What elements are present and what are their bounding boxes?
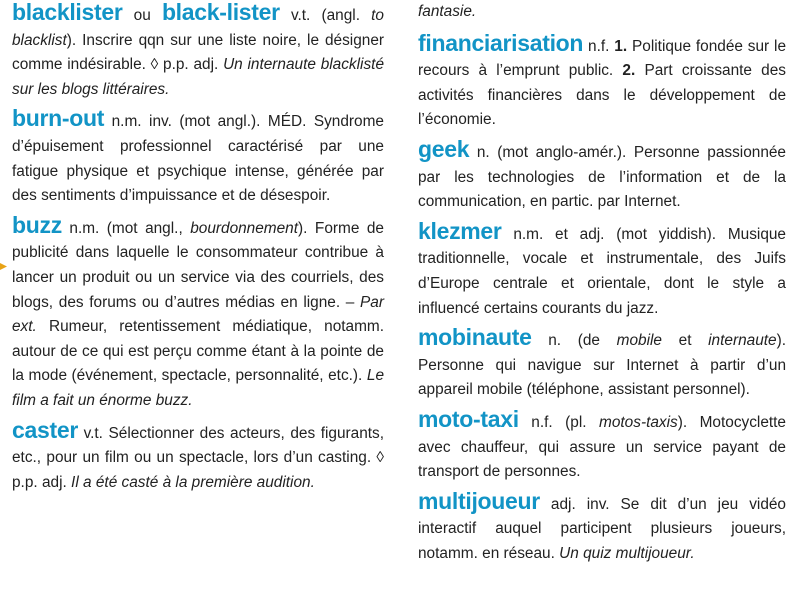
headword: caster bbox=[12, 416, 78, 443]
sense-number: 1. bbox=[614, 37, 628, 55]
entry-geek bbox=[418, 137, 786, 215]
conjunction: ou bbox=[133, 7, 151, 24]
definition: v.t. Sélectionner des acteurs, des figurants, etc., pour un film ou un spectacle, lors d’un casting. ◊ p.p. adj. bbox=[12, 424, 385, 491]
headword: multijoueur bbox=[418, 487, 540, 514]
continuation-text: fantasie. bbox=[418, 3, 477, 20]
definition: ). Personne qui navigue sur Internet à partir d’un appareil mobile (téléphone, assistant personnel). bbox=[418, 332, 787, 399]
etymology-prefix: n. (de bbox=[548, 332, 600, 350]
grammar: n.f. bbox=[588, 37, 610, 55]
grammar: n.m. (mot angl., bbox=[69, 219, 183, 237]
sense-number: 2. bbox=[622, 62, 636, 80]
headword: burn-out bbox=[12, 105, 105, 132]
extension-definition: Rumeur, retentissement médiatique, notamm. autour de ce qui est perçu comme étant à la pointe de la mode (événement, spectacle, personnalité, etc.). bbox=[12, 318, 385, 385]
example: Il a été casté à la première audition. bbox=[71, 473, 315, 491]
headword: geek bbox=[418, 135, 470, 162]
entry-multijoueur bbox=[418, 489, 786, 567]
entry-financiarisation bbox=[418, 31, 786, 133]
left-column bbox=[12, 0, 384, 499]
grammar: v.t. (angl. bbox=[290, 7, 360, 24]
source-word: to blacklist bbox=[12, 7, 384, 49]
right-column bbox=[418, 0, 786, 570]
definition: Inscrire qqn sur une liste noire, le désigner comme indésirable. ◊ p.p. adj. bbox=[12, 31, 385, 74]
etymology-conjunction: et bbox=[678, 332, 692, 350]
gloss: bourdonnement bbox=[190, 219, 299, 237]
sense: Part croissante des activités financières dans le développement de l’économie. bbox=[418, 62, 786, 129]
bullet-marker-icon bbox=[0, 258, 9, 267]
grammar: n.f. (pl. bbox=[531, 413, 587, 431]
headword: financiarisation bbox=[418, 29, 584, 56]
example: Le film a fait un énorme buzz. bbox=[12, 367, 385, 409]
definition: ). Forme de publicité dans laquelle le consommateur contribue à lancer un produit ou un service via des courriels, des blogs, des forums ou d’autres médias en ligne. – bbox=[12, 219, 384, 311]
etymology-word: internaute bbox=[708, 332, 777, 350]
extension-label: Par ext. bbox=[12, 293, 384, 336]
example: Un internaute blacklisté sur les blogs littéraires. bbox=[12, 56, 385, 98]
entry-buzz bbox=[12, 213, 384, 414]
headword: moto-taxi bbox=[418, 405, 519, 432]
entry-moto-taxi bbox=[418, 407, 786, 485]
definition: n.m. inv. (mot angl.). MÉD. Syndrome d’épuisement professionnel caractérisé par une fatigue physique et psychique intense, générée par des sentiments d’impuissance et de désespoir. bbox=[12, 113, 384, 205]
headword-variant: black-lister bbox=[161, 0, 280, 25]
close-paren: ). bbox=[66, 31, 77, 49]
headword: buzz bbox=[12, 211, 62, 238]
plural-form: motos-taxis bbox=[599, 413, 678, 431]
entry-klezmer bbox=[418, 219, 786, 321]
headword: blacklister bbox=[12, 0, 123, 25]
entry-caster bbox=[12, 418, 384, 496]
etymology-word: mobile bbox=[616, 332, 662, 350]
sense: Politique fondée sur le recours à l’emprunt public. bbox=[418, 37, 787, 80]
headword: klezmer bbox=[418, 217, 502, 244]
example: Un quiz multijoueur. bbox=[559, 544, 695, 562]
definition: n. (mot anglo-amér.). Personne passionnée par les technologies de l’information et de la communication, en partic. par Internet. bbox=[418, 143, 786, 211]
headword: mobinaute bbox=[418, 324, 532, 351]
definition: ). Motocyclette avec chauffeur, qui assure un service payant de transport de personnes. bbox=[418, 413, 786, 481]
entry-blacklister bbox=[12, 0, 384, 102]
definition: n.m. et adj. (mot yiddish). Musique traditionnelle, vocale et instrumentale, des Juifs d’Europe centrale et orientale, dont le style a influencé certains courants du jazz. bbox=[418, 225, 786, 317]
entry-burn-out bbox=[12, 106, 384, 208]
entry-mobinaute bbox=[418, 325, 786, 403]
definition: adj. inv. Se dit d’un jeu vidéo interactif auquel participent plusieurs joueurs, notamm. en réseau. bbox=[418, 495, 786, 562]
